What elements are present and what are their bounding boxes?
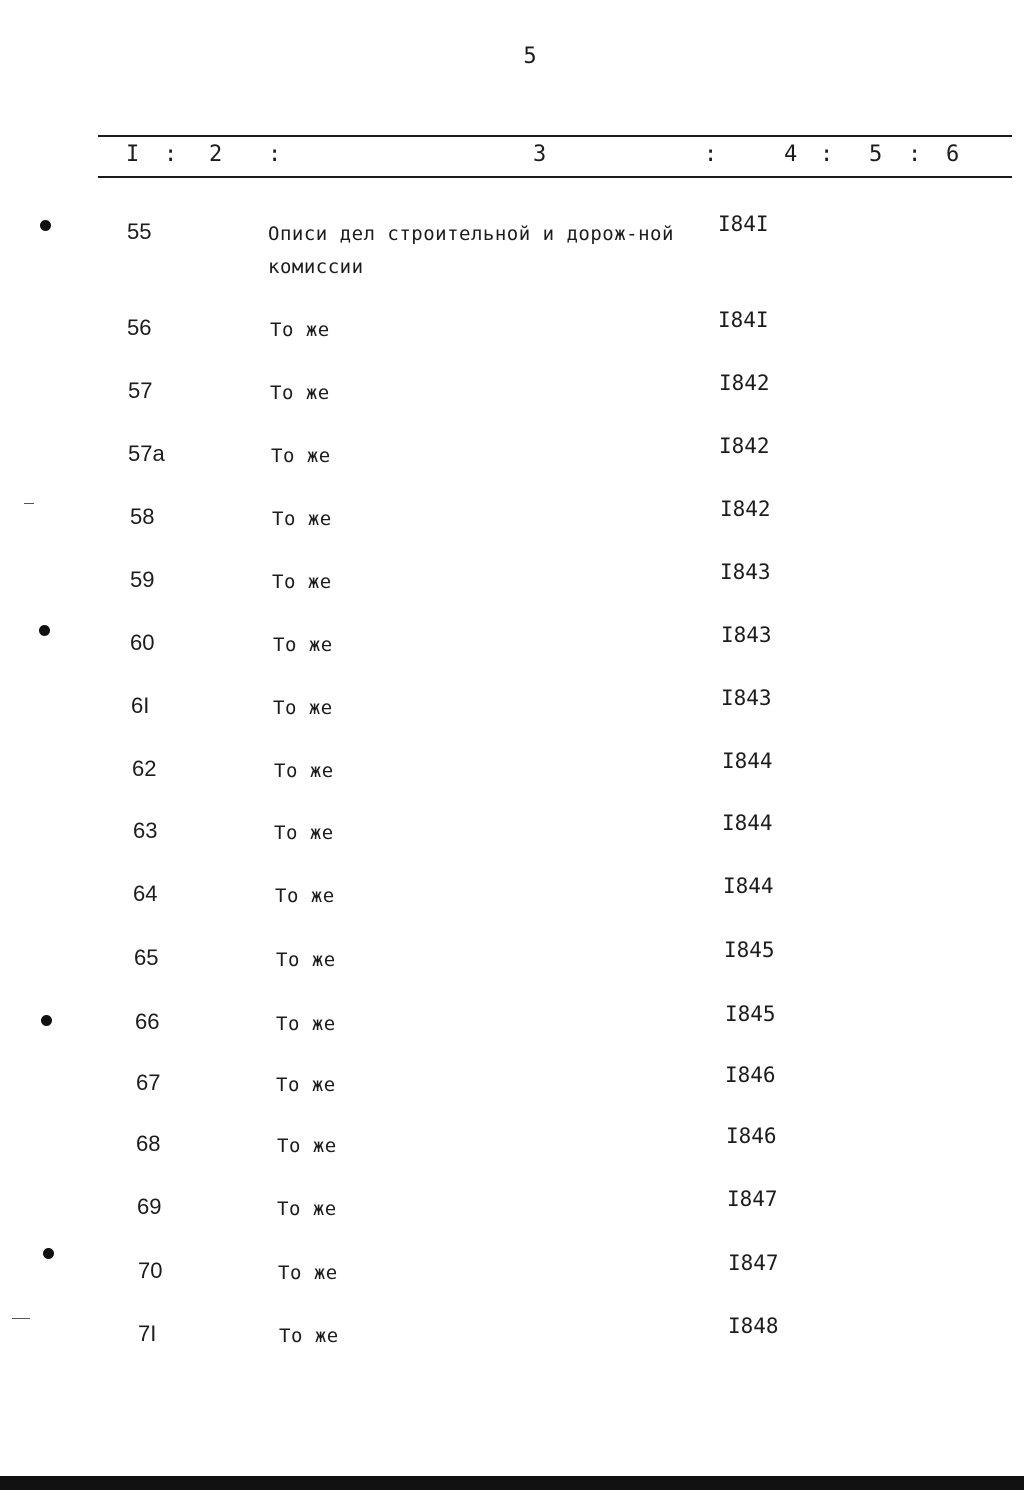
record-number: 64 [133,881,158,906]
record-year: I843 [721,686,772,710]
header-top-rule [98,135,1012,137]
record-title: То же [273,697,333,719]
column-header-3: 3 [533,142,548,167]
table-row [0,686,1024,742]
record-number: 56 [127,315,152,340]
table-row [0,938,1024,994]
record-title: То же [276,1013,336,1035]
record-year: I845 [724,938,775,962]
record-number: 57 [128,378,153,403]
record-year: I84I [718,308,769,332]
record-title: То же [270,382,330,404]
table-row [0,874,1024,930]
record-number: 67 [136,1070,161,1095]
table-row [0,434,1024,490]
table-row [0,497,1024,553]
table-row [0,1187,1024,1243]
record-year: I845 [725,1002,776,1026]
table-row [0,212,1024,278]
record-title: То же [272,508,332,530]
record-title: То же [276,1074,336,1096]
record-title: То же [276,949,336,971]
record-number: 66 [135,1009,160,1034]
record-year: I844 [722,811,773,835]
column-header-4: 4 [784,142,799,167]
column-separator: : [908,142,923,167]
table-row [0,1314,1024,1370]
scan-edge-band [0,1476,1024,1490]
record-title: То же [279,1325,339,1347]
record-year: I846 [725,1063,776,1087]
record-number: 63 [133,818,158,843]
record-number: 6I [131,693,150,718]
record-year: I844 [723,874,774,898]
record-number: 69 [137,1194,162,1219]
binder-hole-mark [39,625,50,636]
record-number: 55 [127,219,152,244]
table-row [0,1063,1024,1119]
record-title: То же [278,1262,338,1284]
record-title: То же [270,319,330,341]
record-title: То же [274,760,334,782]
column-header-6: 6 [946,142,961,167]
record-year: I844 [722,749,773,773]
header-bottom-rule [98,176,1012,178]
record-number: 59 [130,567,155,592]
table-row [0,560,1024,616]
record-title: То же [272,571,332,593]
column-separator: : [820,142,835,167]
record-number: 65 [134,945,159,970]
record-year: I847 [728,1251,779,1275]
page-number: 5 [523,44,537,69]
record-number: 68 [136,1131,161,1156]
table-row [0,1124,1024,1180]
margin-mark [12,1318,30,1319]
record-year: I843 [721,623,772,647]
record-year: I842 [720,497,771,521]
record-title: То же [271,445,331,467]
record-title: Описи дел строительной и дорож-ной комиссии [268,223,674,278]
table-row [0,623,1024,679]
column-header-5: 5 [869,142,884,167]
column-separator: : [704,142,719,167]
record-year: I847 [727,1187,778,1211]
binder-hole-mark [43,1248,54,1259]
record-year: I84I [718,212,769,236]
record-year: I842 [719,434,770,458]
table-row [0,1002,1024,1058]
record-title: То же [273,634,333,656]
record-title: То же [274,822,334,844]
record-year: I842 [719,371,770,395]
column-separator: : [164,142,179,167]
column-header-2: 2 [209,142,224,167]
record-number: 7I [138,1321,157,1346]
table-row [0,371,1024,427]
record-year: I846 [726,1124,777,1148]
record-title: То же [275,885,335,907]
margin-mark [24,503,34,504]
table-row [0,811,1024,867]
binder-hole-mark [40,220,51,231]
record-number: 62 [132,756,157,781]
record-number: 60 [130,630,155,655]
table-row [0,1251,1024,1307]
record-year: I843 [720,560,771,584]
record-title: То же [277,1135,337,1157]
table-row [0,308,1024,364]
record-year: I848 [728,1314,779,1338]
table-row [0,749,1024,805]
column-separator: : [268,142,283,167]
record-title: То же [277,1198,337,1220]
binder-hole-mark [41,1015,52,1026]
record-number: 70 [138,1258,163,1283]
record-number: 58 [130,504,155,529]
column-header-I: I [126,142,141,167]
record-number: 57а [128,441,165,466]
